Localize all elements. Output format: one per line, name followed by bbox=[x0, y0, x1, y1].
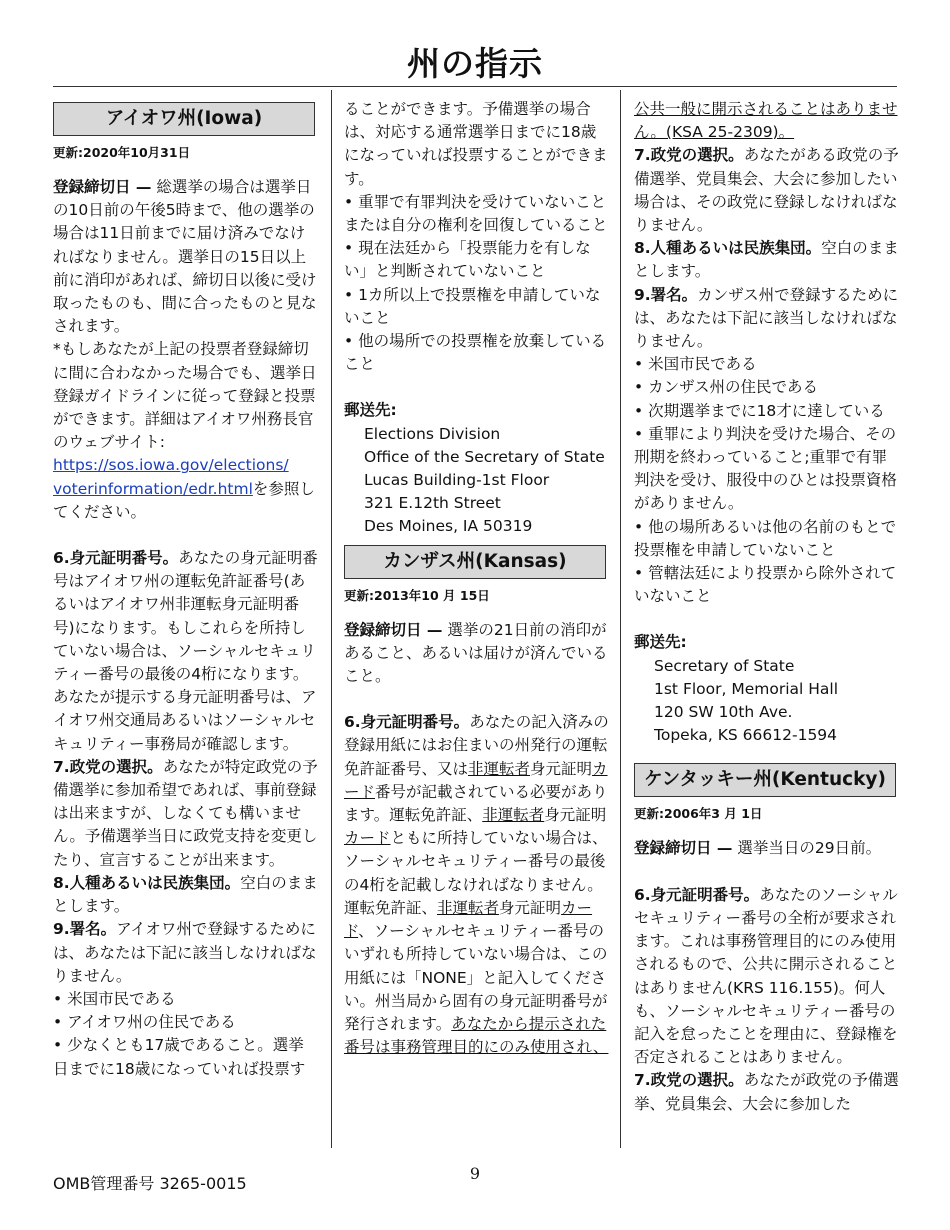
kansas-race-section: 8.人種あるいは民族集団。空白のままとします。 bbox=[634, 239, 899, 281]
list-item: • 重罪により判決を受けた場合、その刑期を終わっていること;重罪で有罪判決を受け、服役中のひとは投票資格がありません。 bbox=[634, 424, 897, 513]
iowa-note-suffix: を参照してください。 bbox=[53, 479, 315, 521]
iowa-edr-link[interactable]: https://sos.iowa.gov/elections/ voterinformation/edr.html bbox=[53, 456, 289, 498]
list-item: • 次期選挙までに18才に達している bbox=[634, 401, 885, 420]
iowa-race-label: 8.人種あるいは民族集団。 bbox=[53, 873, 241, 892]
iowa-party-label: 7.政党の選択。 bbox=[53, 757, 163, 776]
list-item: • 米国市民である bbox=[53, 989, 176, 1008]
iowa-sign-label: 9.署名。 bbox=[53, 920, 117, 939]
column-3 bbox=[634, 98, 900, 1116]
list-item: • 米国市民である bbox=[634, 355, 757, 374]
kansas-id-section: 6.身元証明番号。あなたの記入済みの登録用紙にはお住まいの州発行の運転免許証番号、又は非運転者身元証明カード番号が記載されている必要があります。運転免許証、非運転者身元証明カードともに所持していない場合は、ソーシャルセキュリティー番号の最後の4桁を記載しなければなりません。運転免許証、非運転者身元証明カード、ソーシャルセキュリティー番号のいずれも所持していない場合は、この用紙には「NONE」と記入してください。州当局から固有の身元証明番号が発行されます。あなたから提示された番号は事務管理目的にのみ使用され、 bbox=[344, 713, 609, 1057]
list-item: • アイオワ州の住民である bbox=[53, 1013, 236, 1032]
address-line: Office of the Secretary of State bbox=[364, 447, 605, 466]
iowa-race-section bbox=[53, 872, 319, 918]
kansas-heading: カンザス州(Kansas) bbox=[344, 545, 606, 579]
iowa-note bbox=[53, 338, 319, 524]
column-divider-1 bbox=[331, 90, 332, 1148]
kansas-id-continued: 公共一般に開示されることはありません。(KSA 25-2309)。 bbox=[634, 100, 898, 142]
iowa-id-section bbox=[53, 547, 319, 756]
kansas-sign-section: 9.署名。カンザス州で登録するためには、あなたは下記に該当しなければなりません。 bbox=[634, 285, 899, 351]
kentucky-heading: ケンタッキー州(Kentucky) bbox=[634, 763, 896, 797]
list-item: • 1カ所以上で投票権を申請していないこと bbox=[344, 285, 601, 327]
address-line: Topeka, KS 66612-1594 bbox=[654, 726, 838, 745]
iowa-note-text: *もしあなたが上記の投票者登録締切に間に合わなかった場合でも、選挙日登録ガイドラインに従って登録と投票ができます。詳細はアイオワ州務長官のウェブサイト: bbox=[53, 340, 317, 452]
kentucky-id-section: 6.身元証明番号。あなたのソーシャルセキュリティー番号の全桁が要求されます。これは事務管理目的にのみ使用されるもので、公共に開示されることはありません(KRS 116.155)。何人も、ソーシャルセキュリティー番号の記入を怠ったことを理由に、登録権を否定されることはありません。 bbox=[634, 885, 898, 1067]
address-line: Lucas Building-1st Floor bbox=[364, 471, 550, 490]
address-line: Des Moines, IA 50319 bbox=[364, 517, 533, 536]
iowa-deadline-text: 総選挙の場合は選挙日の10日前の午後5時まで、他の選挙の場合は11日前までに届け済みでなければなりません。選挙日の15日以上前に消印があれば、締切日以後に受け取ったものも、間に合ったものと見なされます。 bbox=[53, 178, 317, 336]
kentucky-party-section: 7.政党の選択。あなたが政党の予備選挙、党員集会、大会に参加した bbox=[634, 1071, 899, 1113]
list-item: • 管轄法廷により投票から除外されていないこと bbox=[634, 564, 897, 606]
list-item: • カンザス州の住民である bbox=[634, 378, 818, 397]
list-item: • 他の場所での投票権を放棄していること bbox=[344, 332, 607, 374]
iowa-deadline-label: 登録締切日 — bbox=[53, 178, 152, 196]
title-divider bbox=[53, 86, 897, 87]
kansas-deadline: 登録締切日 — 選挙の21日前の消印があること、あるいは届けが済んでいること。 bbox=[344, 620, 608, 686]
address-line: 321 E.12th Street bbox=[364, 494, 501, 513]
iowa-deadline bbox=[53, 176, 319, 338]
address-line: Secretary of State bbox=[654, 656, 795, 675]
list-item: • 現在法廷から「投票能力を有しない」と判断されていないこと bbox=[344, 239, 591, 281]
address-line: 1st Floor, Memorial Hall bbox=[654, 679, 839, 698]
iowa-id-label: 6.身元証明番号。 bbox=[53, 549, 179, 568]
iowa-mail-label: 郵送先: bbox=[344, 401, 397, 420]
iowa-sign-text: アイオワ州で登録するためには、あなたは下記に該当しなければなりません。 bbox=[53, 920, 317, 985]
iowa-sign-section bbox=[53, 918, 319, 988]
iowa-heading: アイオワ州(Iowa) bbox=[53, 102, 315, 136]
page-title: 州の指示 bbox=[407, 44, 543, 83]
address-line: 120 SW 10th Ave. bbox=[654, 703, 793, 722]
iowa-address bbox=[344, 423, 610, 539]
kentucky-updated: 更新:2006年3 月 1日 bbox=[634, 806, 763, 822]
list-item: • 少なくとも17歳であること。選挙日までに18歳になっていれば投票す bbox=[53, 1036, 306, 1078]
column-1 bbox=[53, 98, 319, 1081]
kansas-updated: 更新:2013年10 月 15日 bbox=[344, 587, 490, 603]
kentucky-deadline: 登録締切日 — 選挙当日の29日前。 bbox=[634, 839, 882, 858]
omb-number: OMB管理番号 3265-0015 bbox=[53, 1174, 247, 1193]
column-2 bbox=[344, 98, 610, 1059]
address-line: Elections Division bbox=[364, 424, 501, 443]
list-item: • 他の場所あるいは他の名前のもとで投票権を申請していないこと bbox=[634, 517, 897, 559]
iowa-updated: 更新:2020年10月31日 bbox=[53, 145, 191, 160]
kansas-mail-label: 郵送先: bbox=[634, 633, 687, 652]
column-divider-2 bbox=[620, 90, 621, 1148]
iowa-edr-link-rest[interactable]: voterinformation/edr.html bbox=[53, 479, 253, 498]
page-number: 9 bbox=[469, 1164, 481, 1183]
iowa-id-text: あなたの身元証明番号はアイオワ州の運転免許証番号(あるいはアイオワ州非運転身元証明番号)になります。もしこれらを所持していない場合は、ソーシャルセキュリティー番号の最後の4桁になります。あなたが提示する身元証明番号は、アイオワ州交通局あるいはソーシャルセキュリティー事務局が確認します。 bbox=[53, 549, 318, 753]
iowa-party-section bbox=[53, 756, 319, 872]
kansas-address bbox=[634, 655, 900, 748]
list-item: • 重罪で有罪判決を受けていないことまたは自分の権利を回復していること bbox=[344, 192, 608, 235]
kansas-party-section: 7.政党の選択。あなたがある政党の予備選挙、党員集会、大会に参加したい場合は、その政党に登録しなければなりません。 bbox=[634, 146, 899, 235]
list-item-continued: ることができます。予備選挙の場合は、対応する通常選挙日までに18歳になっていれば投票することができます。 bbox=[344, 100, 608, 188]
iowa-race-text: 空白のままとします。 bbox=[53, 873, 318, 916]
iowa-party-text: あなたが特定政党の予備選挙に参加希望であれば、事前登録は出来ますが、しなくても構いません。予備選挙当日に政党支持を変更したり、宣言することが出来ます。 bbox=[53, 757, 318, 869]
